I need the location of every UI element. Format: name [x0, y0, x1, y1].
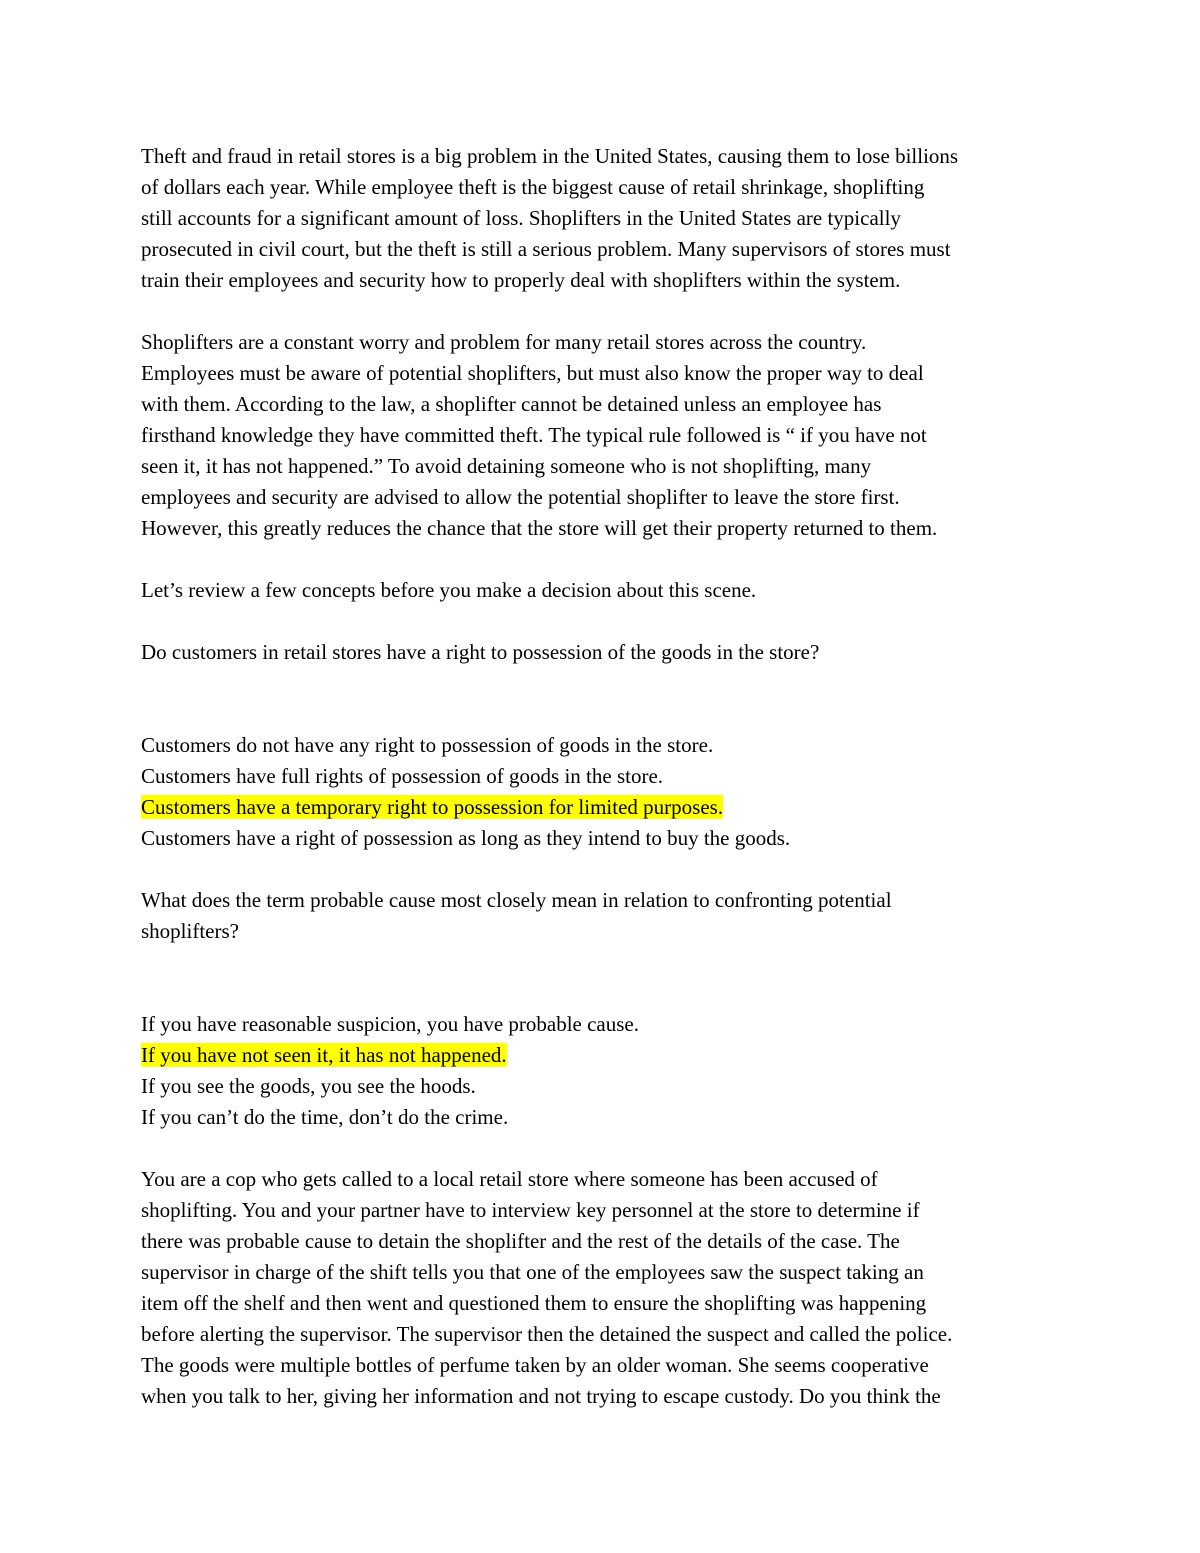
text-line: with them. According to the law, a shoplifter cannot be detained unless an employee has: [141, 392, 882, 416]
scenario-paragraph: [141, 1164, 1071, 1412]
spacer: [141, 978, 1071, 1009]
answer-option: Customers have full rights of possession of goods in the store.: [141, 764, 664, 788]
answer-option: Customers do not have any right to possession of goods in the store.: [141, 733, 714, 757]
text-line: seen it, it has not happened.” To avoid detaining someone who is not shoplifting, many: [141, 454, 872, 478]
text-line: Employees must be aware of potential shoplifters, but must also know the proper way to deal: [141, 361, 924, 385]
text-line: The goods were multiple bottles of perfume taken by an older woman. She seems cooperative: [141, 1353, 929, 1377]
text-line: supervisor in charge of the shift tells you that one of the employees saw the suspect taking an: [141, 1260, 924, 1284]
question-text: What does the term probable cause most closely mean in relation to confronting potential: [141, 888, 892, 912]
answer-option-highlighted: [141, 792, 1071, 823]
review-paragraph: [141, 575, 1071, 606]
text-line: when you talk to her, giving her information and not trying to escape custody. Do you think the: [141, 1384, 941, 1408]
text-line: Theft and fraud in retail stores is a big problem in the United States, causing them to lose billions: [141, 144, 959, 168]
text-line: item off the shelf and then went and questioned them to ensure the shoplifting was happening: [141, 1291, 927, 1315]
answer-option: Customers have a right of possession as long as they intend to buy the goods.: [141, 826, 791, 850]
answer-option-highlighted: [141, 1040, 1071, 1071]
text-line: still accounts for a significant amount of loss. Shoplifters in the United States are typically: [141, 206, 901, 230]
text-line: firsthand knowledge they have committed theft. The typical rule followed is “ if you have not: [141, 423, 927, 447]
question-2: [141, 885, 1071, 947]
highlight: If you have not seen it, it has not happened.: [141, 1043, 507, 1067]
intro-paragraph: [141, 141, 1071, 296]
answer-option: If you see the goods, you see the hoods.: [141, 1074, 476, 1098]
spacer: [141, 699, 1071, 730]
text-line: prosecuted in civil court, but the theft is still a serious problem. Many supervisors of stores must: [141, 237, 951, 261]
question-text: shoplifters?: [141, 919, 239, 943]
text-line: shoplifting. You and your partner have to interview key personnel at the store to determine if: [141, 1198, 920, 1222]
question-1: [141, 637, 1071, 668]
text-line: before alerting the supervisor. The supervisor then the detained the suspect and called the police.: [141, 1322, 953, 1346]
text-line: of dollars each year. While employee theft is the biggest cause of retail shrinkage, shoplifting: [141, 175, 925, 199]
text-line: there was probable cause to detain the shoplifter and the rest of the details of the case. The: [141, 1229, 900, 1253]
answer-option: If you have reasonable suspicion, you have probable cause.: [141, 1012, 639, 1036]
shoplifters-paragraph: [141, 327, 1071, 544]
highlight: Customers have a temporary right to possession for limited purposes.: [141, 795, 724, 819]
question-1-options: [141, 730, 1071, 854]
question-2-options: [141, 1009, 1071, 1133]
document-body: [141, 141, 1071, 1443]
question-text: Do customers in retail stores have a right to possession of the goods in the store?: [141, 640, 820, 664]
text-line: Shoplifters are a constant worry and problem for many retail stores across the country.: [141, 330, 867, 354]
text-line: train their employees and security how to properly deal with shoplifters within the system.: [141, 268, 901, 292]
text-line: employees and security are advised to allow the potential shoplifter to leave the store first.: [141, 485, 900, 509]
answer-option: If you can’t do the time, don’t do the crime.: [141, 1105, 509, 1129]
text-line: You are a cop who gets called to a local retail store where someone has been accused of: [141, 1167, 878, 1191]
text-line: Let’s review a few concepts before you make a decision about this scene.: [141, 578, 757, 602]
text-line: However, this greatly reduces the chance that the store will get their property returned to them.: [141, 516, 938, 540]
